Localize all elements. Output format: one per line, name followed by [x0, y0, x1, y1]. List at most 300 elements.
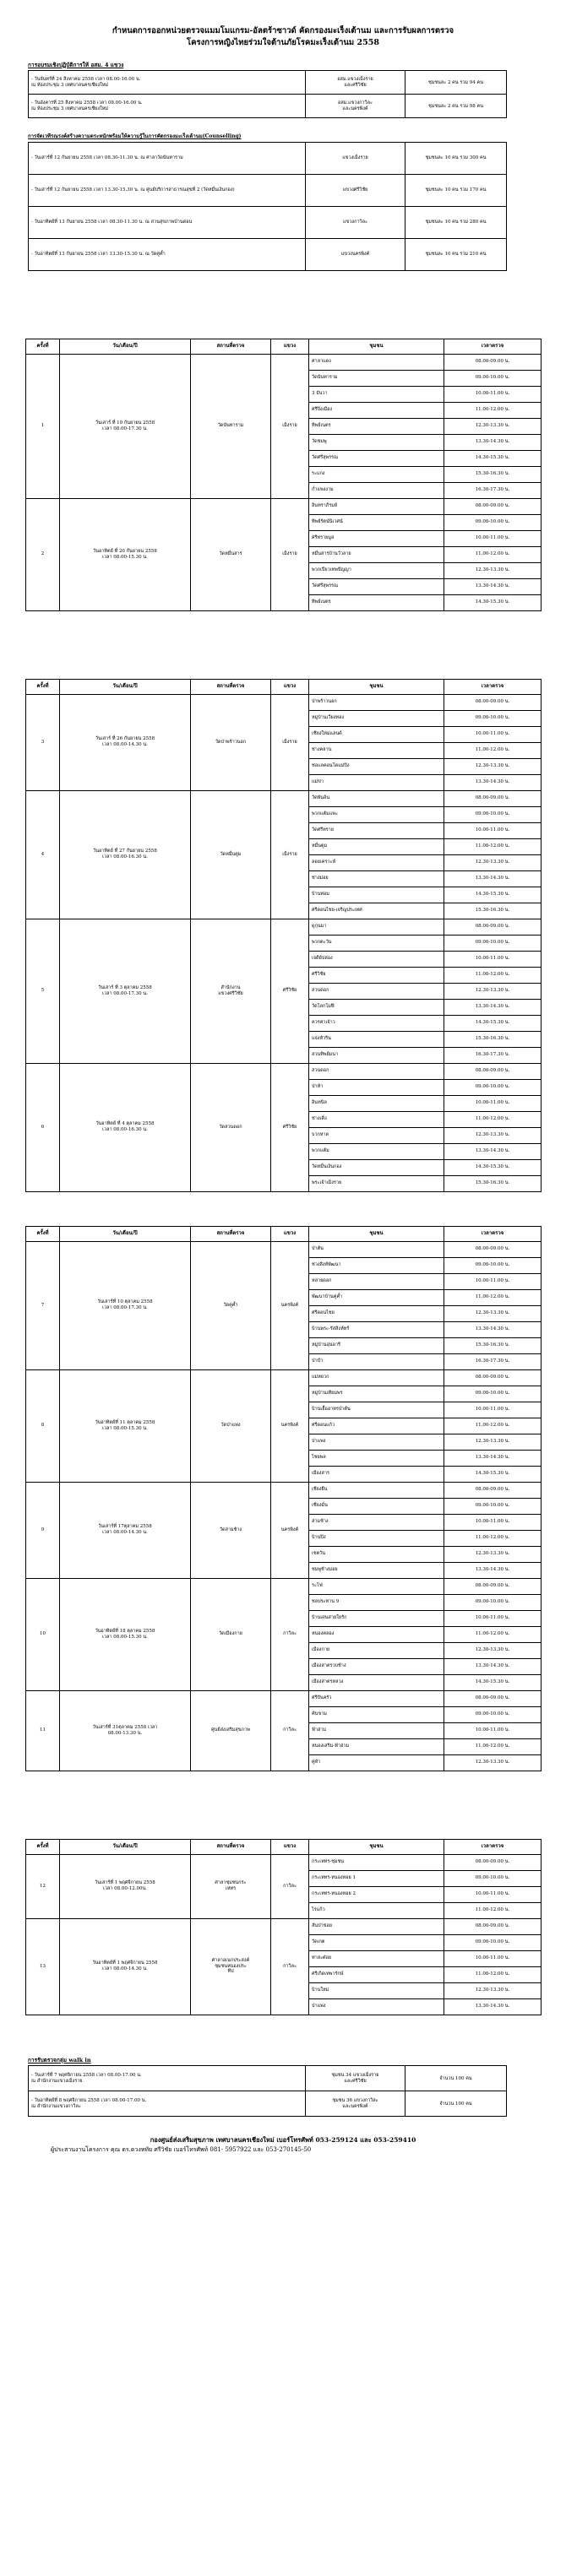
counseling-row: [29, 238, 507, 270]
exam-time: 10.00-11.00 น.: [444, 1722, 542, 1738]
exam-time: 12.30-13.30 น.: [444, 854, 542, 870]
exam-time: 12.30-13.30 น.: [444, 1305, 542, 1321]
community-name: เมืองสาร: [309, 1466, 444, 1482]
session-number: 3: [26, 694, 60, 790]
exam-time: 14.30-15.30 น.: [444, 1466, 542, 1482]
community-name: หมู่บ้านเวียงทอง: [309, 710, 444, 726]
community-name: บ้านเอื้ออาทรป่าตัน: [309, 1402, 444, 1418]
community-name: ก่ำแพงงาม: [309, 482, 444, 498]
exam-time: 09.00-10.00 น.: [444, 370, 542, 386]
community-name: ล่ามช้าง: [309, 1514, 444, 1530]
exam-time: 15.30-16.30 น.: [444, 1337, 542, 1353]
header-place: สถานที่ตรวจ: [191, 1226, 271, 1241]
schedule-row: [26, 694, 542, 710]
community-name: พวกเปียวเทพปัญญา: [309, 562, 444, 578]
exam-time: 13.30-14.30 น.: [444, 774, 542, 790]
session-district: ศรีวิชัย: [271, 1063, 309, 1191]
exam-time: 10.00-11.00 น.: [444, 1514, 542, 1530]
header-district: แขวง: [271, 1839, 309, 1854]
header-no: ครั้งที่: [26, 1839, 60, 1854]
exam-time: 11.00-12.00 น.: [444, 402, 542, 418]
session-place: วัดป่าพร้าวนอก: [191, 694, 271, 790]
exam-time: 08.00-09.00 น.: [444, 790, 542, 806]
session-date: วันเสาร์ที่ 1 พฤศจิกายน 2558 เวลา 08.00-12.00น.: [60, 1854, 191, 1918]
community-name: วัดศรีสุพรรณ: [309, 450, 444, 466]
session-date: วันอาทิตย์ที่ 1 พฤศจิกายน 2558 เวลา 08.00-14.30 น.: [60, 1918, 191, 2015]
community-name: ควรค่าเจ้าว: [309, 1015, 444, 1031]
session-number: 9: [26, 1482, 60, 1578]
counseling-table: [28, 142, 507, 271]
header-date: วัน/เดือน/ปี: [60, 1839, 191, 1854]
community-name: เชียงมั่น: [309, 1498, 444, 1514]
community-name: ช่างเคิ่ง: [309, 1111, 444, 1127]
footer-line-2: ผู้ประสานงานโครงการ คุณ ดร.ดวงหทัย ศรีวิชัย เบอร์โทรศัพท์ 081- 5957922 และ 053-270145-50: [51, 2146, 312, 2154]
community-name: ชมพูช้างม่อย: [309, 1562, 444, 1578]
schedule-row: [26, 1578, 542, 1594]
schedule-row: [26, 1482, 542, 1498]
counseling-date: - วันเสาร์ที่ 12 กันยายน 2558 เวลา 08.30-11.30 น. ณ ศาลาวัดนันทาราม: [29, 142, 306, 174]
schedule-row: [26, 1063, 542, 1079]
community-name: ศรีปิงเมือง: [309, 402, 444, 418]
schedule-row: [26, 1918, 542, 1934]
exam-time: 09.00-10.00 น.: [444, 1934, 542, 1950]
training-count: ชุมชนละ 2 คน รวม 94 คน: [405, 71, 507, 95]
counseling-place: แขวงศรีวิชัย: [306, 174, 405, 206]
schedule-row: [26, 1241, 542, 1257]
community-name: กระเหทร-หนองหอย 1: [309, 1870, 444, 1886]
header-place: สถานที่ตรวจ: [191, 339, 271, 354]
header-date: วัน/เดือน/ปี: [60, 339, 191, 354]
exam-time: 14.30-15.30 น.: [444, 594, 542, 610]
schedule-table: [25, 1839, 542, 2015]
exam-time: 14.30-15.30 น.: [444, 450, 542, 466]
schedule-table: [25, 1226, 542, 1771]
community-name: วัดโลกโมฬี: [309, 999, 444, 1015]
exam-time: 13.30-14.30 น.: [444, 999, 542, 1015]
community-name: ช่างม่อย: [309, 870, 444, 887]
session-number: 5: [26, 919, 60, 1063]
counseling-place: แขวงกาวิละ: [306, 206, 405, 238]
session-place: ศาลาอเนกประสงค์ ชุมชนหนองประ ทีป: [191, 1918, 271, 2015]
schedule-header-row: [26, 339, 542, 354]
community-name: ไชยพล: [309, 1450, 444, 1466]
walkin-heading: การรับตรวจกลุ่ม walk in: [28, 2056, 91, 2064]
session-place: วัดหมื่นตูม: [191, 790, 271, 919]
session-date: วันอาทิตย์ ที่ 4 ตุลาคม 2558 เวลา 08.00-16.30 น.: [60, 1063, 191, 1191]
exam-time: 12.30-13.30 น.: [444, 1434, 542, 1450]
header-time: เวลาตรวจ: [444, 1839, 542, 1854]
header-community: ชุมชน: [309, 1839, 444, 1854]
community-name: หมู่บ้านเทียมพร: [309, 1386, 444, 1402]
schedule-header-row: [26, 1226, 542, 1241]
exam-time: 12.30-13.30 น.: [444, 1546, 542, 1562]
walkin-place: ชุมชน 36 แขวงกาวิละ และนครพิงค์: [306, 2091, 405, 2117]
session-district: เม็งราย: [271, 694, 309, 790]
exam-time: 12.30-13.30 น.: [444, 1982, 542, 1998]
community-name: ระแกง: [309, 466, 444, 482]
exam-time: 14.30-15.30 น.: [444, 1159, 542, 1175]
session-date: วันเสาร์ที่ 10 ตุลาคม 2558 เวลา 08.00-17.30 น.: [60, 1241, 191, 1369]
community-name: ป่าตัน: [309, 1241, 444, 1257]
walkin-row: [29, 2091, 507, 2117]
session-date: วันอาทิตย์ที่ 11 ตุลาคม 2558 เวลา 08.00-15.30 น.: [60, 1369, 191, 1482]
session-place: สำนักงาน แขวงศรีวิชัย: [191, 919, 271, 1063]
community-name: 3 ธันวา: [309, 386, 444, 402]
session-district: เม็งราย: [271, 498, 309, 610]
community-name: หนองคลอง: [309, 1626, 444, 1642]
footer: [0, 2135, 566, 2155]
exam-time: 09.00-10.00 น.: [444, 514, 542, 530]
community-name: บ้านใหม่: [309, 1982, 444, 1998]
exam-time: 14.30-15.30 น.: [444, 1674, 542, 1690]
exam-time: 09.00-10.00 น.: [444, 1594, 542, 1610]
community-name: พวกแต้ม: [309, 1143, 444, 1159]
exam-time: 08.00-09.00 น.: [444, 1369, 542, 1386]
header-district: แขวง: [271, 1226, 309, 1241]
community-name: เจดีย์ปล่อง: [309, 951, 444, 967]
session-place: วัดสวนดอก: [191, 1063, 271, 1191]
community-name: ดูกุนมา: [309, 919, 444, 935]
community-name: กระเหทร-หนองหอย 2: [309, 1886, 444, 1902]
community-name: เมืองกาย: [309, 1642, 444, 1658]
community-name: คู่ห้า: [309, 1754, 444, 1771]
exam-time: 13.30-14.30 น.: [444, 1658, 542, 1674]
community-name: พระเจ้าเม็งราย: [309, 1175, 444, 1191]
exam-time: 10.00-11.00 น.: [444, 386, 542, 402]
exam-time: 11.00-12.00 น.: [444, 1289, 542, 1305]
session-district: นครพิงค์: [271, 1369, 309, 1482]
exam-time: 10.00-11.00 น.: [444, 1610, 542, 1626]
training-count: ชุมชนละ 2 คน รวม 98 คน: [405, 95, 507, 118]
exam-time: 08.00-09.00 น.: [444, 1241, 542, 1257]
exam-time: 16.30-17.30 น.: [444, 1353, 542, 1369]
exam-time: 15.30-16.30 น.: [444, 903, 542, 919]
exam-time: 10.00-11.00 น.: [444, 1402, 542, 1418]
community-name: ป่าแพ่ง: [309, 1434, 444, 1450]
exam-time: 13.30-14.30 น.: [444, 1998, 542, 2015]
exam-time: 11.00-12.00 น.: [444, 546, 542, 562]
session-number: 2: [26, 498, 60, 610]
session-district: นครพิงค์: [271, 1482, 309, 1578]
counseling-count: ชุมชนละ 10 คน รวม 280 คน: [405, 206, 507, 238]
session-number: 11: [26, 1690, 60, 1771]
session-date: วันเสาร์ ที่ 26 กันยายน 2558 เวลา 08.00-14.30 น.: [60, 694, 191, 790]
header-date: วัน/เดือน/ปี: [60, 1226, 191, 1241]
header-community: ชุมชน: [309, 1226, 444, 1241]
counseling-place: แขวงนครพิงค์: [306, 238, 405, 270]
counseling-heading: การจัดเวทีรณรงค์สร้างความตระหนักพร้อมให้ความรู้ในการคัดกรองมะเร็งเต้านม(Counselling): [28, 133, 242, 140]
counseling-date: - วันอาทิตย์ที่ 13 กันยายน 2558 เวลา 13.30-15.30 น. ณ วัดคู่ค้ำ: [29, 238, 306, 270]
community-name: ช่วงสิงห์พัฒนา: [309, 1257, 444, 1273]
community-name: ทิพย์เนตร: [309, 594, 444, 610]
training-place: อสม.แขวงเม็งราย และศรีวิชัย: [306, 71, 405, 95]
exam-time: 10.00-11.00 น.: [444, 1273, 542, 1289]
exam-time: 11.00-12.00 น.: [444, 742, 542, 758]
session-date: วันอาทิตย์ที่ 18 ตุลาคม 2558 เวลา 08.00-15.30 น.: [60, 1578, 191, 1690]
community-name: วัดศรีทราย: [309, 822, 444, 838]
community-name: สวนทิพย์มนา: [309, 1047, 444, 1063]
exam-time: 08.00-09.00 น.: [444, 1063, 542, 1079]
session-number: 8: [26, 1369, 60, 1482]
exam-time: 13.30-14.30 น.: [444, 1143, 542, 1159]
schedule-row: [26, 1369, 542, 1386]
counseling-count: ชุมชนละ 10 คน รวม 210 คน: [405, 238, 507, 270]
session-place: วัดนันทาราม: [191, 354, 271, 498]
session-district: กาวิละ: [271, 1854, 309, 1918]
exam-time: 16.30-17.30 น.: [444, 1047, 542, 1063]
walkin-row: [29, 2066, 507, 2091]
session-place: วัดล่ามช้าง: [191, 1482, 271, 1578]
exam-time: 09.00-10.00 น.: [444, 1706, 542, 1722]
community-name: บ้านพระ-รัสสิงห์ทร์: [309, 1321, 444, 1337]
community-name: ป่าแพ่ง: [309, 1998, 444, 2015]
community-name: แม่หยวก: [309, 1369, 444, 1386]
community-name: คันขาม: [309, 1706, 444, 1722]
community-name: พัฒนาบ้านคู่ค้ำ: [309, 1289, 444, 1305]
community-name: ศรีทรายมูล: [309, 530, 444, 546]
exam-time: 11.00-12.00 น.: [444, 1111, 542, 1127]
community-name: พวกแต้มแพะ: [309, 806, 444, 822]
schedule-table: [25, 679, 542, 1192]
exam-time: 11.00-12.00 น.: [444, 1902, 542, 1918]
header-time: เวลาตรวจ: [444, 1226, 542, 1241]
exam-time: 16.30-17.30 น.: [444, 482, 542, 498]
community-name: บ้านท่อม: [309, 887, 444, 903]
session-place: วัดป่าแพ่ง: [191, 1369, 271, 1482]
session-date: วันอาทิตย์ ที่ 20 กันยายน 2558 เวลา 08.00-15.30 น.: [60, 498, 191, 610]
community-name: ท่าสะต๋อย: [309, 1950, 444, 1966]
community-name: ป่าป้า: [309, 1353, 444, 1369]
training-table: [28, 70, 507, 118]
counseling-place: แขวงเม็งราย: [306, 142, 405, 174]
training-date: - วันจันทร์ที่ 24 สิงหาคม 2558 เวลา 08.00-16.00 น. ณ ห้องประชุม 3 เทศบาลนครเชียงใหม่: [29, 71, 306, 95]
session-date: วันอาทิตย์ ที่ 27 กันยายน 2558 เวลา 08.00-16.30 น.: [60, 790, 191, 919]
schedule-row: [26, 919, 542, 935]
header-date: วัน/เดือน/ปี: [60, 679, 191, 694]
community-name: หนองเสริม-ฟ้าฮ่าม: [309, 1738, 444, 1754]
community-name: อินทนิล: [309, 1095, 444, 1111]
community-name: ศรีวิชัย: [309, 967, 444, 983]
session-place: วัดเมืองกาย: [191, 1578, 271, 1690]
header-place: สถานที่ตรวจ: [191, 1839, 271, 1854]
community-name: ป่าห้า: [309, 1079, 444, 1095]
community-name: ทิพย์รัตน์นิเวศน์: [309, 514, 444, 530]
exam-time: 11.00-12.00 น.: [444, 1966, 542, 1982]
session-district: กาวิละ: [271, 1690, 309, 1771]
exam-time: 14.30-15.30 น.: [444, 1015, 542, 1031]
exam-time: 10.00-11.00 น.: [444, 530, 542, 546]
session-place: ศาลาชุมชนกระ เหทร: [191, 1854, 271, 1918]
counseling-count: ชุมชนละ 10 คน รวม 170 คน: [405, 174, 507, 206]
training-row: [29, 71, 507, 95]
exam-time: 10.00-11.00 น.: [444, 951, 542, 967]
exam-time: 11.00-12.00 น.: [444, 967, 542, 983]
community-name: วัดชมพู: [309, 434, 444, 450]
exam-time: 12.30-13.30 น.: [444, 1642, 542, 1658]
exam-time: 13.30-14.30 น.: [444, 1321, 542, 1337]
training-row: [29, 95, 507, 118]
header-no: ครั้งที่: [26, 1226, 60, 1241]
community-name: อินทราภิรมย์: [309, 498, 444, 514]
schedule-table: [25, 339, 542, 611]
community-name: แม่ข่า: [309, 774, 444, 790]
session-district: กาวิละ: [271, 1918, 309, 2015]
header-community: ชุมชน: [309, 339, 444, 354]
header-district: แขวง: [271, 339, 309, 354]
exam-time: 12.30-13.30 น.: [444, 418, 542, 434]
community-name: ชลประทาน 9: [309, 1594, 444, 1610]
community-name: สวนดอก: [309, 983, 444, 999]
exam-time: 09.00-10.00 น.: [444, 1257, 542, 1273]
session-district: เม็งราย: [271, 354, 309, 498]
header-district: แขวง: [271, 679, 309, 694]
session-date: วันเสาร์ ที่ 19 กันยายน 2558 เวลา 08.00-17.30 น.: [60, 354, 191, 498]
exam-time: 12.30-13.30 น.: [444, 1127, 542, 1143]
exam-time: 10.00-11.00 น.: [444, 726, 542, 742]
exam-time: 09.00-10.00 น.: [444, 710, 542, 726]
exam-time: 12.30-13.30 น.: [444, 1754, 542, 1771]
community-name: วัดเกต: [309, 1934, 444, 1950]
community-name: วัดนันทาราม: [309, 370, 444, 386]
session-place: วัดคู่ค้ำ: [191, 1241, 271, 1369]
exam-time: 12.30-13.30 น.: [444, 562, 542, 578]
exam-time: 10.00-11.00 น.: [444, 1950, 542, 1966]
community-name: หล่ายดอก: [309, 1273, 444, 1289]
exam-time: 08.00-09.00 น.: [444, 1690, 542, 1706]
session-number: 13: [26, 1918, 60, 2015]
exam-time: 10.00-11.00 น.: [444, 822, 542, 838]
community-name: หมื่นตูม: [309, 838, 444, 854]
community-name: ระโฟ่: [309, 1578, 444, 1594]
exam-time: 09.00-10.00 น.: [444, 1498, 542, 1514]
community-name: หมู่บ้านอุ่นอารี: [309, 1337, 444, 1353]
community-name: บวกหาด: [309, 1127, 444, 1143]
community-name: สันป่าข่อย: [309, 1918, 444, 1934]
exam-time: 11.00-12.00 น.: [444, 1530, 542, 1546]
community-name: หมื่นสารบ้านวัวลาย: [309, 546, 444, 562]
exam-time: 13.30-14.30 น.: [444, 578, 542, 594]
exam-time: 13.30-14.30 น.: [444, 1450, 542, 1466]
header-community: ชุมชน: [309, 679, 444, 694]
exam-time: 11.00-12.00 น.: [444, 1738, 542, 1754]
community-name: วัดหมื่นเงินกอง: [309, 1159, 444, 1175]
community-name: ป่าพร้าวนอก: [309, 694, 444, 710]
header-no: ครั้งที่: [26, 339, 60, 354]
walkin-date: - วันเสาร์ที่ 7 พฤศจิกายน 2558 เวลา 08.00-17.00 น. ณ สำนักงานแขวงเม็งราย: [29, 2066, 306, 2091]
community-name: เชียงใหม่แลนด์: [309, 726, 444, 742]
community-name: ศรีดอนไชย-เจริญประเทศ: [309, 903, 444, 919]
community-name: ศาลาแดง: [309, 354, 444, 370]
header-time: เวลาตรวจ: [444, 339, 542, 354]
exam-time: 10.00-11.00 น.: [444, 1095, 542, 1111]
exam-time: 15.30-16.30 น.: [444, 466, 542, 482]
community-name: ทิพย์เนตร: [309, 418, 444, 434]
header-place: สถานที่ตรวจ: [191, 679, 271, 694]
community-name: เมืองสาตรหลวง: [309, 1674, 444, 1690]
walkin-table: [28, 2065, 507, 2117]
walkin-count: จำนวน 100 คน: [405, 2091, 507, 2117]
footer-line-1: กองศูนย์ส่งเสริมสุขภาพ เทศบาลนครเชียงใหม่ เบอร์โทรศัพท์ 053-259124 และ 053-259410: [150, 2136, 416, 2145]
community-name: วัดพันอ้น: [309, 790, 444, 806]
community-name: ศรีเกิดเทพารักษ์: [309, 1966, 444, 1982]
community-name: บ้านเด่นสายใยรัก: [309, 1610, 444, 1626]
community-name: ศรีดอนไชย: [309, 1305, 444, 1321]
counseling-row: [29, 206, 507, 238]
exam-time: 12.30-13.30 น.: [444, 758, 542, 774]
schedule-row: [26, 498, 542, 514]
exam-time: 09.00-10.00 น.: [444, 935, 542, 951]
schedule-row: [26, 1854, 542, 1870]
session-district: ศรีวิชัย: [271, 919, 309, 1063]
training-heading: การอบรมเชิงปฏิบัติการให้ อสม. 4 แขวง: [28, 61, 124, 68]
session-district: เม็งราย: [271, 790, 309, 919]
exam-time: 09.00-10.00 น.: [444, 806, 542, 822]
document-title: [0, 0, 566, 49]
exam-time: 14.30-15.30 น.: [444, 887, 542, 903]
session-number: 4: [26, 790, 60, 919]
community-name: ไรแก้ว: [309, 1902, 444, 1918]
session-number: 6: [26, 1063, 60, 1191]
exam-time: 11.00-12.00 น.: [444, 1418, 542, 1434]
exam-time: 08.00-09.00 น.: [444, 498, 542, 514]
title-line-2: โครงการหญิงไทยร่วมใจต้านภัยโรคมะเร็งเต้านม 2558: [187, 37, 379, 47]
community-name: ลอยเคราะห์: [309, 854, 444, 870]
session-number: 7: [26, 1241, 60, 1369]
exam-time: 11.00-12.00 น.: [444, 838, 542, 854]
schedule-row: [26, 790, 542, 806]
exam-time: 08.00-09.00 น.: [444, 1482, 542, 1498]
exam-time: 08.00-09.00 น.: [444, 1918, 542, 1934]
session-place: ศูนย์ส่งเสริมสุขภาพ: [191, 1690, 271, 1771]
counseling-row: [29, 174, 507, 206]
training-place: อสม.แขวงกาวิละ และนครพิงค์: [306, 95, 405, 118]
community-name: เมืองสาตรวบช้าง: [309, 1658, 444, 1674]
exam-time: 08.00-09.00 น.: [444, 919, 542, 935]
session-place: วัดหมื่นสาร: [191, 498, 271, 610]
counseling-date: - วันอาทิตย์ที่ 13 กันยายน 2558 เวลา 08.30-11.30 น. ณ สวนสุขภาพบ้านด่อน: [29, 206, 306, 238]
exam-time: 15.30-16.30 น.: [444, 1031, 542, 1047]
schedule-row: [26, 1690, 542, 1706]
session-number: 1: [26, 354, 60, 498]
header-no: ครั้งที่: [26, 679, 60, 694]
community-name: เชตวัน: [309, 1546, 444, 1562]
walkin-count: จำนวน 100 คน: [405, 2066, 507, 2091]
exam-time: 09.00-10.00 น.: [444, 1386, 542, 1402]
exam-time: 08.00-09.00 น.: [444, 694, 542, 710]
session-number: 12: [26, 1854, 60, 1918]
walkin-place: ชุมชน 34 แขวงเม็งราย และศรีวิชัย: [306, 2066, 405, 2091]
community-name: กระเหทร-ชุมชน: [309, 1854, 444, 1870]
exam-time: 10.00-11.00 น.: [444, 1886, 542, 1902]
exam-time: 13.30-14.30 น.: [444, 870, 542, 887]
exam-time: 09.00-10.00 น.: [444, 1870, 542, 1886]
session-date: วันเสาร์ ที่ 3 ตุลาคม 2558 เวลา 08.00-17.30 น.: [60, 919, 191, 1063]
community-name: ช่อแลคอนโดแม่ปิง: [309, 758, 444, 774]
exam-time: 12.30-13.30 น.: [444, 983, 542, 999]
exam-time: 13.30-14.30 น.: [444, 434, 542, 450]
counseling-row: [29, 142, 507, 174]
training-date: - วันอังคารที่ 25 สิงหาคม 2558 เวลา 08.00-16.00 น. ณ ห้องประชุม 3 เทศบาลนครเชียงใหม่: [29, 95, 306, 118]
counseling-date: - วันเสาร์ที่ 12 กันยายน 2558 เวลา 13.30-15.30 น. ณ ศูนย์บริการสาธารณสุขที่ 2 (วัดหมื่นเงินกอง): [29, 174, 306, 206]
community-name: ช่างคลาน: [309, 742, 444, 758]
community-name: เชียงยืน: [309, 1482, 444, 1498]
community-name: สวนดอก: [309, 1063, 444, 1079]
exam-time: 15.30-16.30 น.: [444, 1175, 542, 1191]
session-number: 10: [26, 1578, 60, 1690]
exam-time: 08.00-09.00 น.: [444, 1578, 542, 1594]
community-name: บ้านปิง: [309, 1530, 444, 1546]
session-district: นครพิงค์: [271, 1241, 309, 1369]
